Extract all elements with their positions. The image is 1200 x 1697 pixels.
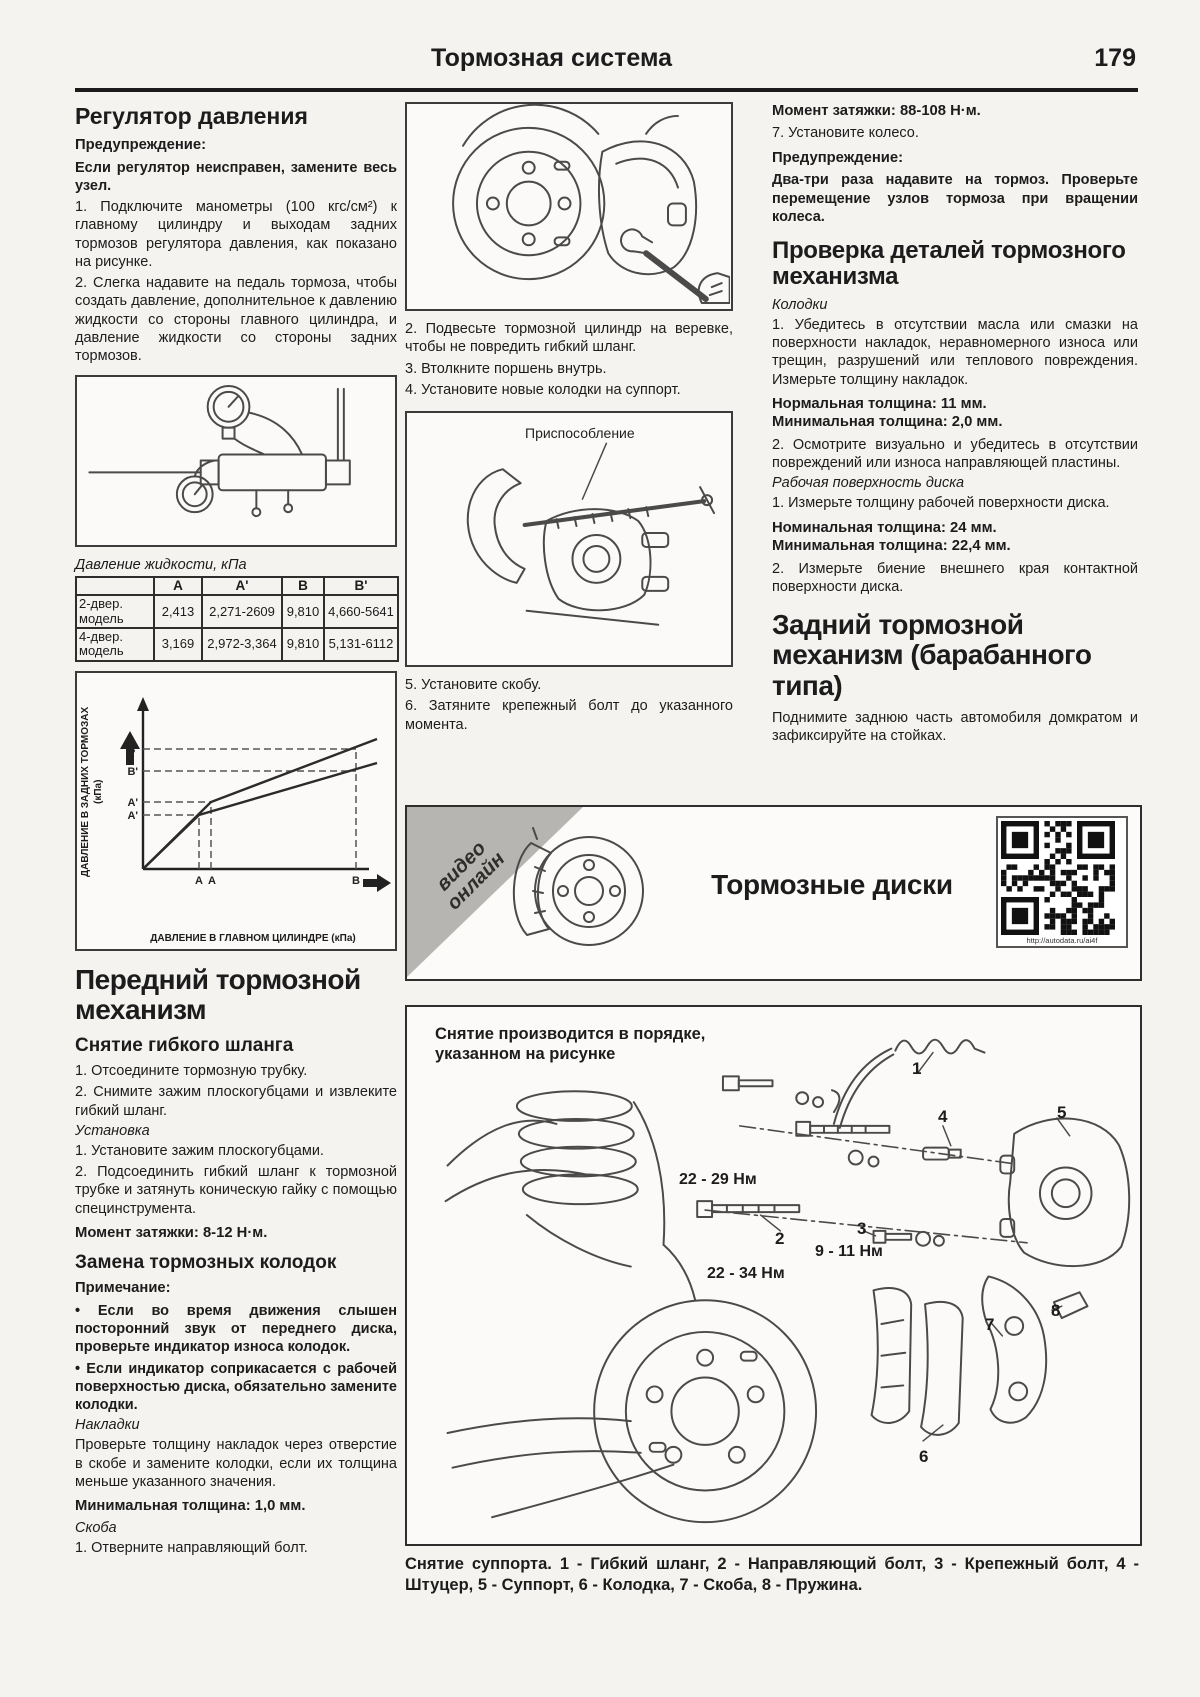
table-header-cell bbox=[76, 577, 154, 596]
torque-spec: Момент затяжки: 88-108 Н·м. bbox=[772, 103, 981, 119]
caliper-removal-drawing bbox=[407, 104, 730, 304]
torque-label-a: 22 - 29 Нм bbox=[679, 1171, 757, 1188]
part-number-1: 1 bbox=[912, 1059, 922, 1078]
step: 2. Подвесьте тормозной цилиндр на веревке, чтобы не повредить гибкий шланг. bbox=[405, 321, 733, 356]
warning-label: Предупреждение: bbox=[772, 149, 904, 166]
table-cell: 4-двер. модель bbox=[76, 628, 154, 661]
part-number-2: 2 bbox=[775, 1229, 785, 1248]
table-cell: 4,660-5641 bbox=[324, 595, 398, 628]
subheading-bracket: Скоба bbox=[75, 1519, 117, 1536]
graph-tick: A' bbox=[127, 796, 138, 809]
table-header-cell: A' bbox=[202, 577, 282, 596]
paragraph: Проверьте толщину накладок через отверстие в скобе и замените колодки, если их толщина меньше указанного значения. bbox=[75, 1437, 397, 1490]
part-number-8: 8 bbox=[1051, 1301, 1061, 1320]
qr-url: http://autodata.ru/ai4f bbox=[1026, 936, 1098, 945]
graph-tick: B bbox=[352, 874, 360, 887]
table-header-cell: B bbox=[282, 577, 324, 596]
graph-tick: B' bbox=[127, 743, 138, 756]
table-cell: 9,810 bbox=[282, 595, 324, 628]
graph-tick: A' bbox=[127, 809, 138, 822]
figure-pressure-regulator bbox=[75, 375, 397, 547]
graph-y-axis-units: (кПа) bbox=[93, 779, 104, 804]
caliper-exploded-diagram bbox=[405, 1005, 1142, 1546]
graph-tick: B' bbox=[127, 765, 138, 778]
thickness-spec: Минимальная толщина: 1,0 мм. bbox=[75, 1498, 306, 1515]
step: 1. Измерьте толщину рабочей поверхности диска. bbox=[772, 495, 1110, 512]
table-row bbox=[76, 628, 398, 661]
part-number-7: 7 bbox=[985, 1315, 995, 1334]
pressure-graph-plot bbox=[111, 677, 391, 905]
figure-piston-tool bbox=[405, 411, 733, 667]
table-header-cell: B' bbox=[324, 577, 398, 596]
step: 6. Затяните крепежный болт до указанного момента. bbox=[405, 698, 733, 733]
page-number: 179 bbox=[1094, 44, 1136, 72]
diagram-note: Снятие производится в порядке, указанном на рисунке bbox=[435, 1025, 706, 1063]
table-header-row bbox=[76, 577, 398, 596]
left-column bbox=[75, 102, 397, 1560]
note-item: • Если индикатор соприкасается с рабочей поверхностью диска, обязательно замените колодки. bbox=[75, 1360, 397, 1414]
section-heading-inspection: Проверка деталей тормозного механизма bbox=[772, 237, 1126, 291]
page-title: Тормозная система bbox=[430, 44, 673, 72]
figure-caliper-removal bbox=[405, 102, 733, 311]
part-number-5: 5 bbox=[1057, 1103, 1067, 1122]
table-cell: 2,271-2609 bbox=[202, 595, 282, 628]
step: 1. Установите зажим плоскогубцами. bbox=[75, 1142, 324, 1159]
middle-column bbox=[405, 102, 733, 737]
thickness-spec: Минимальная толщина: 2,0 мм. bbox=[772, 414, 1003, 431]
subheading-pads: Колодки bbox=[772, 296, 828, 313]
page-header bbox=[75, 44, 1138, 84]
step: 2. Осмотрите визуально и убедитесь в отсутствии повреждений или износа направляющей пластины. bbox=[772, 436, 1138, 472]
subsection-heading-hose-removal: Снятие гибкого шланга bbox=[75, 1035, 294, 1057]
step: 2. Подсоединить гибкий шланг к тормозной трубке и затянуть коническую гайку с помощью специнструмента. bbox=[75, 1164, 397, 1217]
part-number-3: 3 bbox=[857, 1219, 867, 1238]
qr-box bbox=[996, 816, 1128, 948]
table-cell: 3,169 bbox=[154, 628, 202, 661]
graph-y-axis-label: ДАВЛЕНИЕ В ЗАДНИХ ТОРМОЗАХ bbox=[80, 706, 91, 877]
table-cell: 2,413 bbox=[154, 595, 202, 628]
thickness-spec: Нормальная толщина: 11 мм. bbox=[772, 395, 987, 412]
table-header-cell: A bbox=[154, 577, 202, 596]
piston-tool-drawing bbox=[407, 413, 730, 660]
torque-label-c: 9 - 11 Нм bbox=[815, 1243, 883, 1260]
note-item: • Если во время движения слышен посторонний звук от переднего диска, проверьте индикатор износа колодок. bbox=[75, 1302, 397, 1356]
pressure-regulator-drawing bbox=[77, 377, 394, 540]
part-number-6: 6 bbox=[919, 1447, 929, 1466]
step: 1. Отсоедините тормозную трубку. bbox=[75, 1063, 308, 1080]
right-column bbox=[772, 102, 1138, 748]
header-rule bbox=[75, 88, 1138, 92]
table-cell: 2-двер. модель bbox=[76, 595, 154, 628]
subheading-installation: Установка bbox=[75, 1122, 150, 1139]
subheading-linings: Накладки bbox=[75, 1417, 140, 1434]
note-label: Примечание: bbox=[75, 1280, 171, 1297]
graph-tick: A bbox=[195, 874, 203, 887]
table-cell: 5,131-6112 bbox=[324, 628, 398, 661]
section-heading-rear-brake: Задний тормозной механизм (барабанного типа) bbox=[772, 609, 1092, 701]
brake-disc-icon bbox=[497, 819, 647, 964]
diagram-caption: Снятие суппорта. 1 - Гибкий шланг, 2 - Направляющий болт, 3 - Крепежный болт, 4 - Штуцер, 5 - Суппорт, 6 - Колодка, 7 - Скоба, 8 - Пружина. bbox=[405, 1555, 1139, 1595]
warning-text: Два-три раза надавите на тормоз. Проверьте перемещение узлов тормоза при вращении колеса. bbox=[772, 172, 1138, 225]
table-cell: 9,810 bbox=[282, 628, 324, 661]
section-heading-front-brake: Передний тормозной механизм bbox=[75, 963, 361, 1025]
warning-text: Если регулятор неисправен, замените весь узел. bbox=[75, 159, 397, 194]
video-banner bbox=[405, 805, 1142, 981]
step: 2. Измерьте биение внешнего края контактной поверхности диска. bbox=[772, 560, 1138, 595]
step: 7. Установите колесо. bbox=[772, 125, 919, 142]
thickness-spec: Минимальная толщина: 22,4 мм. bbox=[772, 538, 1011, 555]
figure-pressure-graph bbox=[75, 671, 397, 951]
step: 1. Убедитесь в отсутствии масла или смазки на поверхности накладок, неравномерного износа или трещин, разрушений или теплового повреждения. Измерьте толщину накладок. bbox=[772, 316, 1138, 388]
torque-label-b: 22 - 34 Нм bbox=[707, 1265, 785, 1282]
part-number-4: 4 bbox=[938, 1107, 948, 1126]
thickness-spec: Номинальная толщина: 24 мм. bbox=[772, 519, 997, 536]
step: 1. Подключите манометры (100 кгс/см²) к главному цилиндру и выходам задних тормозов регулятора давления, как показано на рисунке. bbox=[75, 199, 397, 270]
table-title: Давление жидкости, кПа bbox=[75, 556, 247, 573]
video-ribbon-label: видео онлайн bbox=[432, 837, 510, 915]
table-row bbox=[76, 595, 398, 628]
paragraph: Поднимите заднюю часть автомобиля домкратом и зафиксируйте на стойках. bbox=[772, 709, 1138, 745]
step: 4. Установите новые колодки на суппорт. bbox=[405, 381, 681, 398]
section-heading-pressure-regulator: Регулятор давления bbox=[75, 103, 308, 129]
video-banner-title: Тормозные диски bbox=[711, 869, 953, 900]
fluid-pressure-table bbox=[75, 576, 399, 662]
torque-spec: Момент затяжки: 8-12 Н·м. bbox=[75, 1224, 268, 1241]
step: 5. Установите скобу. bbox=[405, 677, 542, 694]
subsection-heading-pad-replacement: Замена тормозных колодок bbox=[75, 1252, 337, 1274]
step: 2. Снимите зажим плоскогубцами и извлеките гибкий шланг. bbox=[75, 1084, 397, 1119]
table-cell: 2,972-3,364 bbox=[202, 628, 282, 661]
tool-label: Приспособление bbox=[525, 425, 635, 442]
step: 3. Втолкните поршень внутрь. bbox=[405, 360, 607, 377]
warning-label: Предупреждение: bbox=[75, 137, 207, 154]
graph-x-axis-label: ДАВЛЕНИЕ В ГЛАВНОМ ЦИЛИНДРЕ (кПа) bbox=[150, 932, 356, 944]
subheading-disc-surface: Рабочая поверхность диска bbox=[772, 475, 965, 492]
step: 1. Отверните направляющий болт. bbox=[75, 1539, 308, 1556]
qr-code bbox=[1001, 821, 1123, 935]
graph-tick: A bbox=[208, 874, 216, 887]
step: 2. Слегка надавите на педаль тормоза, чтобы создать давление, дополнительное к давлению жидкости со стороны главного цилиндра, и давление жидкости со стороны задних тормозов. bbox=[75, 275, 397, 365]
